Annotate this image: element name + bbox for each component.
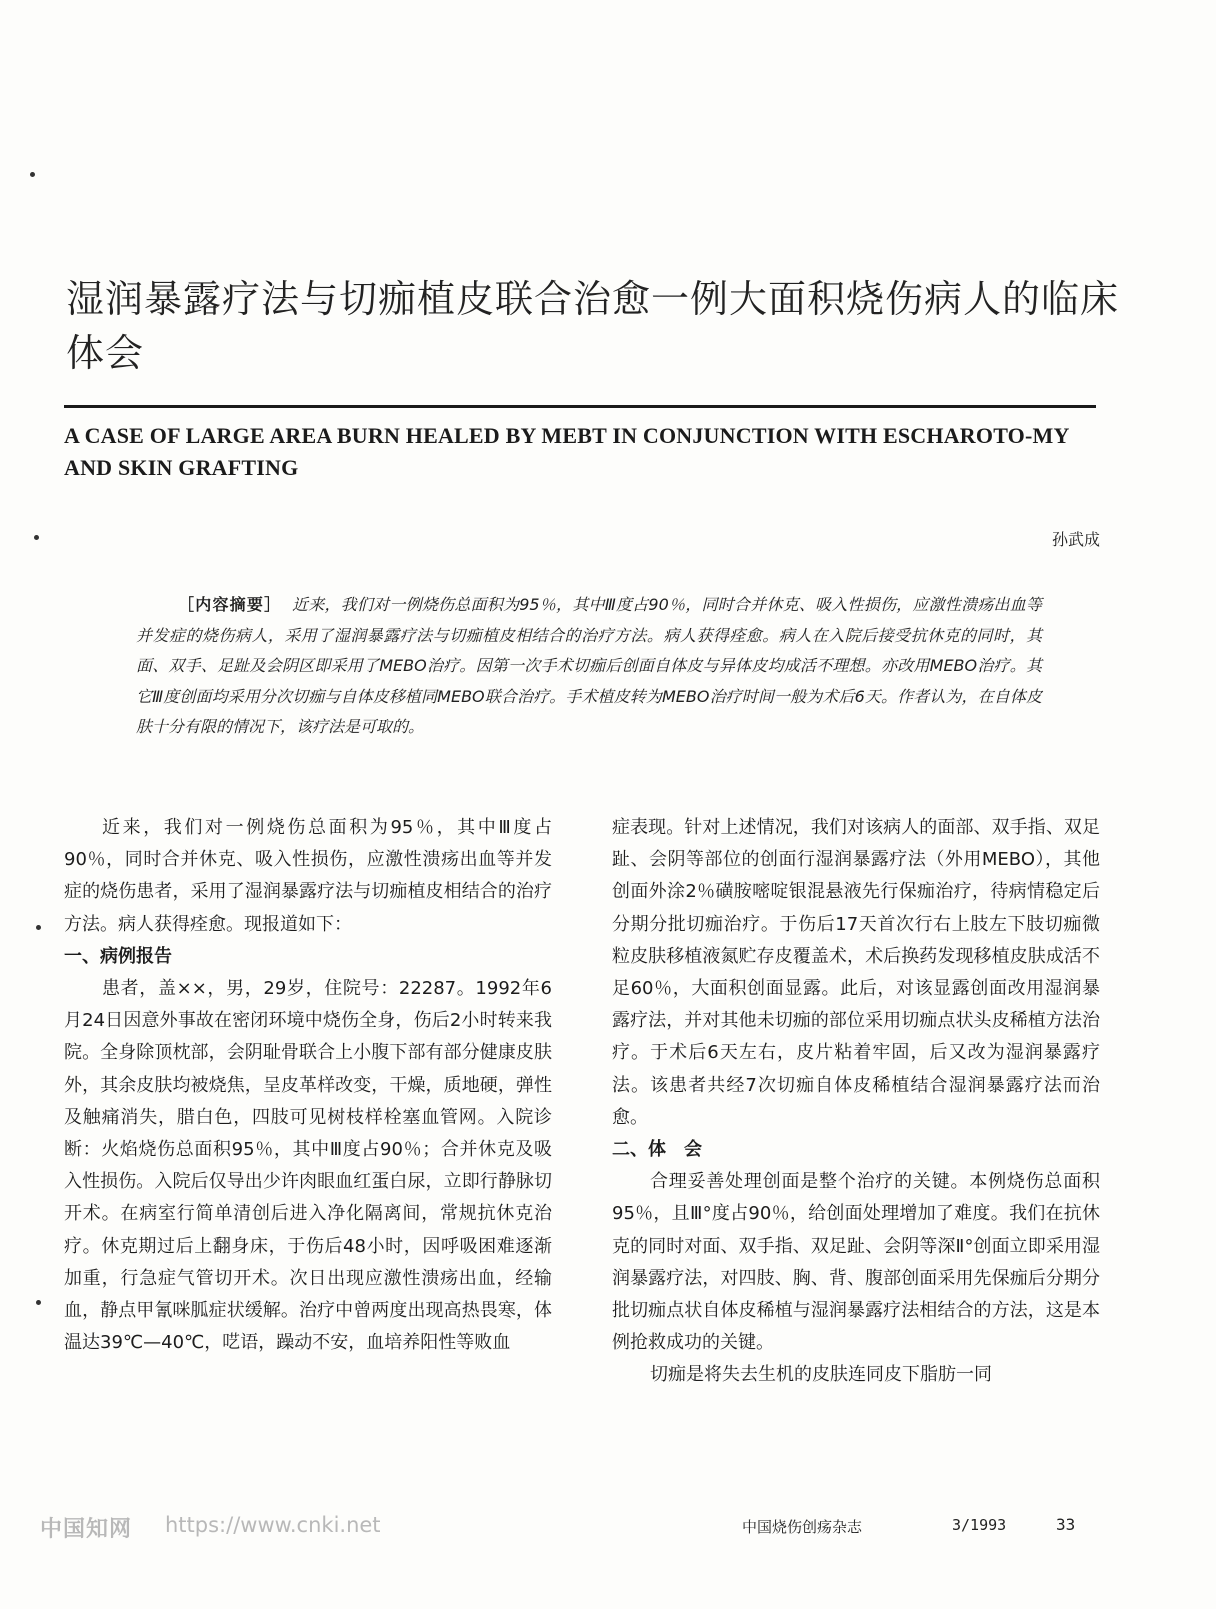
discussion-paragraph-1: 合理妥善处理创面是整个治疗的关键。本例烧伤总面积95％，且Ⅲ°度占90％，给创面处理增加了难度。我们在抗休克的同时对面、双手指、双足趾、会阴等深Ⅱ°创面立即采用湿润暴露疗法，对四肢、胸、背、腹部创面采用先保痂后分期分批切痂点状自体皮稀植与湿润暴露疗法相结合的方法，这是本例抢救成功的关键。 (612, 1171, 1100, 1354)
journal-issue: 3/1993 (952, 1516, 1007, 1534)
scan-speck (34, 535, 39, 540)
intro-paragraph: 近来，我们对一例烧伤总面积为95％，其中Ⅲ度占90％，同时合并休克、吸入性损伤，应激性溃疡出血等并发症的烧伤患者，采用了湿润暴露疗法与切痂植皮相结合的治疗方法。病人获得痊愈。现报道如下： (64, 817, 552, 935)
case-report-continued: 症表现。针对上述情况，我们对该病人的面部、双手指、双足趾、会阴等部位的创面行湿润暴露疗法（外用MEBO），其他创面外涂2％磺胺嘧啶银混悬液先行保痂治疗，待病情稳定后分期分批切痂治疗。于伤后17天首次行右上肢左下肢切痂微粒皮肤移植液氮贮存皮覆盖术，术后换药发现移植皮肤成活不足60％，大面积创面显露。此后，对该显露创面改用湿润暴露疗法，并对其他未切痂的部位采用切痂点状头皮稀植方法治疗。于术后6天左右，皮片粘着牢固，后又改为湿润暴露疗法。该患者共经7次切痂自体皮稀植结合湿润暴露疗法而治愈。 (612, 817, 1100, 1128)
page-number: 33 (1056, 1515, 1076, 1534)
scan-speck (36, 925, 41, 930)
abstract-block (136, 590, 1042, 743)
abstract-text: 近来，我们对一例烧伤总面积为95％，其中Ⅲ度占90％，同时合并休克、吸入性损伤，应激性溃疡出血等并发症的烧伤病人，采用了湿润暴露疗法与切痂植皮相结合的治疗方法。病人获得痊愈。病人在入院后接受抗休克的同时，其面、双手、足趾及会阴区即采用了MEBO治疗。因第一次手术切痂后创面自体皮与异体皮均成活不理想。亦改用MEBO治疗。其它Ⅲ度创面均采用分次切痂与自体皮移植同MEBO联合治疗。手术植皮转为MEBO治疗时间一般为术后6天。作者认为，在自体皮肤十分有限的情况下，该疗法是可取的。 (136, 595, 1042, 736)
discussion-paragraph-2: 切痂是将失去生机的皮肤连同皮下脂肪一同 (650, 1364, 992, 1386)
author-name: 孙武成 (1051, 530, 1100, 549)
section-heading-case-report: 一、病例报告 (64, 945, 172, 967)
journal-name: 中国烧伤创疡杂志 (742, 1518, 863, 1536)
body-column-left (64, 812, 552, 1359)
scan-speck (36, 1300, 41, 1305)
abstract-paragraph (136, 590, 1042, 743)
cnki-watermark-logo: 中国知网 (40, 1517, 133, 1542)
abstract-label: ［内容摘要］ (178, 595, 282, 614)
article-title-cn: 湿润暴露疗法与切痂植皮联合治愈一例大面积烧伤病人的临床体会 (66, 277, 1120, 375)
section-heading-discussion: 二、体 会 (612, 1139, 702, 1161)
case-report-paragraph: 患者，盖××，男，29岁，住院号：22287。1992年6月24日因意外事故在密闭环境中烧伤全身，伤后2小时转来我院。全身除顶枕部，会阴耻骨联合上小腹下部有部分健康皮肤外，其余皮肤均被烧焦，呈皮革样改变，干燥，质地硬，弹性及触痛消失，腊白色，四肢可见树枝样栓塞血管网。入院诊断：火焰烧伤总面积95％，其中Ⅲ度占90％；合并休克及吸入性损伤。入院后仅导出少许肉眼血红蛋白尿，立即行静脉切开术。在病室行简单清创后进入净化隔离间，常规抗休克治疗。休克期过后上翻身床，于伤后48小时，因呼吸困难逐渐加重，行急症气管切开术。次日出现应激性溃疡出血，经输血，静点甲氰咪胍症状缓解。治疗中曾两度出现高热畏寒，体温达39℃—40℃，呓语，躁动不安，血培养阳性等败血 (64, 978, 552, 1354)
body-column-right (612, 812, 1100, 1392)
cnki-watermark-url[interactable]: https://www.cnki.net (165, 1513, 381, 1537)
title-divider (64, 405, 1096, 408)
scan-speck (30, 172, 35, 177)
article-title-en: A CASE OF LARGE AREA BURN HEALED BY MEBT IN CONJUNCTION WITH ESCHAROTO-MY AND SKIN GRAFTING (64, 423, 1069, 480)
